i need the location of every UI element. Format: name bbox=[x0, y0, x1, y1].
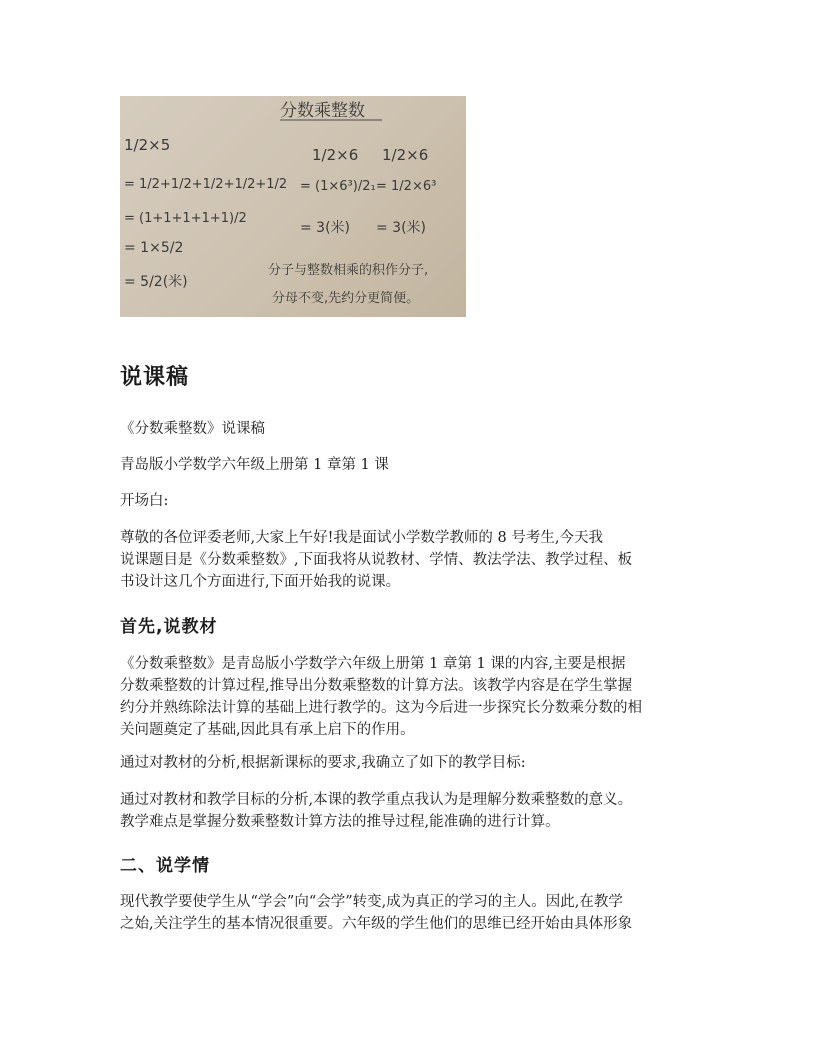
students-line-2: 之始,关注学生的基本情况很重要。六年级的学生他们的思维已经开始由具体形象 bbox=[120, 916, 633, 932]
mid-line-3: = 3(米) bbox=[300, 220, 351, 236]
lecture-title-paragraph: 《分数乘整数》说课稿 bbox=[120, 421, 265, 437]
section-heading-material: 首先,说教材 bbox=[120, 617, 218, 637]
key-points-paragraph bbox=[120, 789, 698, 833]
right-line-3: = 3(米) bbox=[376, 220, 427, 236]
left-line-5: = 5/2(米) bbox=[124, 274, 188, 290]
note-line-2: 分母不变,先约分更简便。 bbox=[272, 291, 420, 306]
intro-line-2: 说课题目是《分数乘整数》,下面我将从说教材、学情、教法学法、教学过程、板 bbox=[120, 552, 633, 568]
key-line-1: 通过对教材和教学目标的分析,本课的教学重点我认为是理解分数乘整数的意义。 bbox=[120, 792, 633, 808]
left-line-1: 1/2×5 bbox=[124, 136, 171, 154]
opening-label: 开场白: bbox=[120, 493, 169, 509]
intro-paragraph bbox=[120, 527, 698, 593]
source-paragraph: 青岛版小学数学六年级上册第 1 章第 1 课 bbox=[120, 457, 389, 473]
key-line-2: 教学难点是掌握分数乘整数计算方法的推导过程,能准确的进行计算。 bbox=[120, 814, 560, 830]
material-line-1: 《分数乘整数》是青岛版小学数学六年级上册第 1 章第 1 课的内容,主要是根据 bbox=[120, 656, 626, 672]
material-line-4: 关问题奠定了基础,因此具有承上启下的作用。 bbox=[120, 722, 415, 738]
left-line-3: = (1+1+1+1+1)/2 bbox=[124, 211, 247, 226]
goal-paragraph: 通过对教材的分析,根据新课标的要求,我确立了如下的教学目标: bbox=[120, 755, 526, 771]
intro-line-1: 尊敬的各位评委老师,大家上午好!我是面试小学数学教师的 8 号考生,今天我 bbox=[120, 530, 603, 546]
mid-line-2: = (1×6³)/2₁ bbox=[300, 179, 376, 194]
right-line-1: 1/2×6 bbox=[382, 146, 429, 164]
page-title: 说课稿 bbox=[120, 365, 190, 390]
section-heading-students: 二、说学情 bbox=[120, 856, 210, 876]
worksheet-drawing bbox=[120, 96, 466, 317]
intro-line-3: 书设计这几个方面进行,下面开始我的说课。 bbox=[120, 574, 401, 590]
left-line-2: = 1/2+1/2+1/2+1/2+1/2 bbox=[124, 177, 288, 192]
material-paragraph bbox=[120, 653, 698, 741]
handwritten-worksheet-photo bbox=[120, 96, 466, 317]
material-line-2: 分数乘整数的计算过程,推导出分数乘整数的计算方法。该教学内容是在学生掌握 bbox=[120, 678, 633, 694]
students-paragraph bbox=[120, 891, 698, 935]
right-line-2: = 1/2×6³ bbox=[376, 179, 437, 194]
students-line-1: 现代教学要使学生从“学会”向“会学”转变,成为真正的学习的主人。因此,在教学 bbox=[120, 894, 623, 910]
material-line-3: 约分并熟练除法计算的基础上进行教学的。这为今后进一步探究长分数乘分数的相 bbox=[120, 700, 642, 716]
photo-title: 分数乘整数 bbox=[280, 101, 365, 121]
left-line-4: = 1×5/2 bbox=[124, 240, 184, 256]
note-line-1: 分子与整数相乘的积作分子, bbox=[268, 263, 429, 278]
mid-line-1: 1/2×6 bbox=[312, 146, 359, 164]
